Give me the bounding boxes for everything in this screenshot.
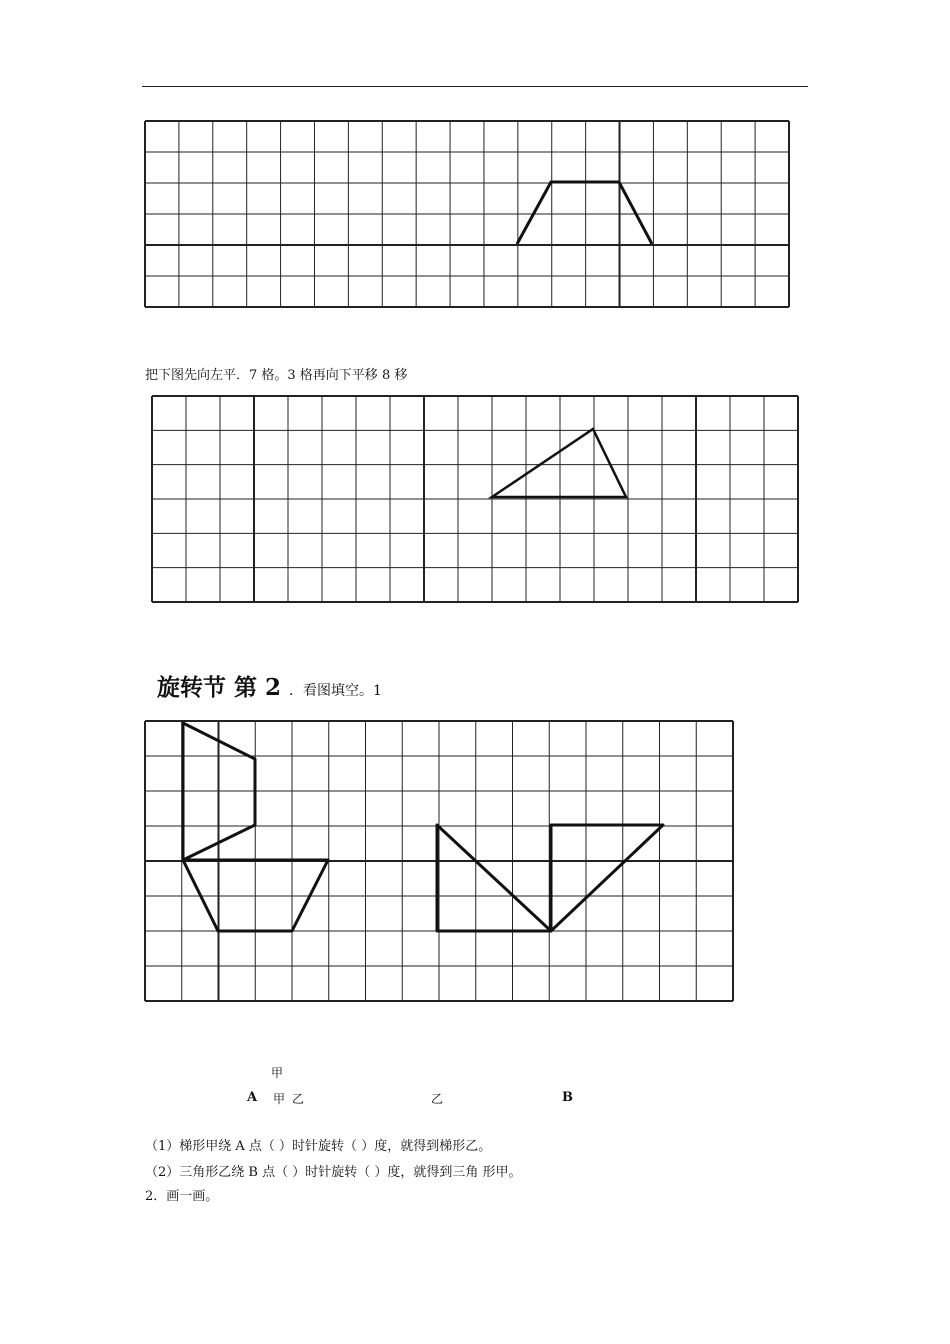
triangle-jia [551,825,663,931]
section-heading [157,674,382,705]
question-3: 2．画一画。 [145,1189,219,1204]
label-yi-mid: 乙 [431,1092,444,1106]
grid-rotation [145,721,733,1003]
question-2: （2）三角形乙绕 B 点（ ）时针旋转（ ）度，就得到三角 形甲。 [145,1165,522,1180]
grid-trapezoid [145,121,789,309]
triangle-yi [437,825,551,931]
label-yi: 乙 [292,1092,305,1106]
trapezoid-shape [517,182,652,244]
question-1: （1）梯形甲绕 A 点（ ）时针旋转（ ）度，就得到梯形乙。 [145,1139,492,1154]
heading-rest: ．看图填空。1 [289,683,382,699]
heading-main: 旋转节 第 2 [157,674,282,701]
header-rule [142,86,808,87]
triangle-shape [492,429,626,497]
label-b: B [562,1090,573,1105]
label-jia-top: 甲 [271,1066,284,1080]
label-jia: 甲 [273,1092,286,1106]
label-a: A [247,1090,258,1105]
instruction-text: 把下图先向左平．7 格。3 格再向下平移 8 移 [145,368,408,383]
grid-triangle [152,396,798,604]
